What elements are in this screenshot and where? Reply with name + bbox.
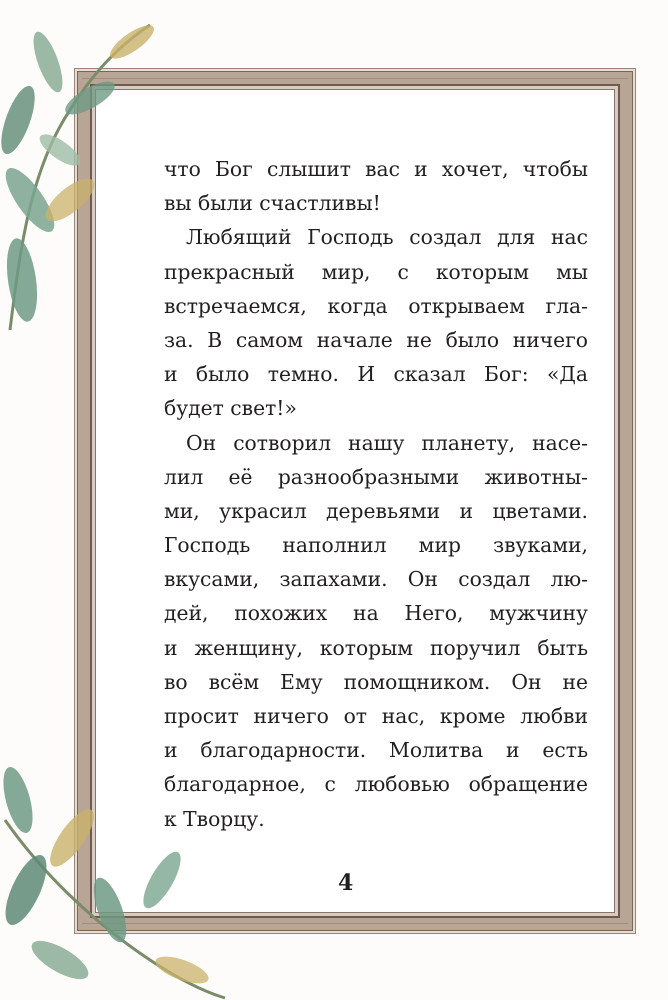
page-number: 4 [338,870,354,896]
text-line: Господь наполнил мир звуками, [164,533,588,558]
text-line: во всём Ему помощником. Он не [164,669,588,694]
text-line: что Бог слышит вас и хочет, чтобы [164,157,588,181]
text-line: ми, украсил деревьями и цветами. [164,498,588,523]
text-line: к Творцу. [164,806,265,831]
text-line: благодарное, с любовью обращение [164,772,588,797]
text-line: и было темно. И сказал Бог: «Да [164,362,588,387]
text-line: вкусами, запахами. Он создал лю- [164,567,588,592]
text-line: встречаемся, когда открываем гла- [164,293,588,318]
text-line: просит ничего от нас, кроме любви [164,704,588,728]
text-line: и женщину, которым поручил быть [164,635,588,660]
text-line: дей, похожих на Него, мужчину [164,601,588,626]
text-line: лил её разнообразными животны- [164,464,588,489]
text-line: прекрасный мир, с которым мы [164,259,588,284]
text-line: Он сотворил нашу планету, насе- [186,430,588,455]
text-line: за. В самом начале не было ничего [164,327,588,352]
page-body-text [164,152,588,836]
text-line: вы были счастливы! [164,191,381,216]
leaf-branch-icon [0,0,170,340]
text-line: и благодарности. Молитва и есть [164,738,588,763]
text-line: Любящий Господь создал для нас [186,225,588,250]
text-line: будет свет!» [164,396,297,421]
